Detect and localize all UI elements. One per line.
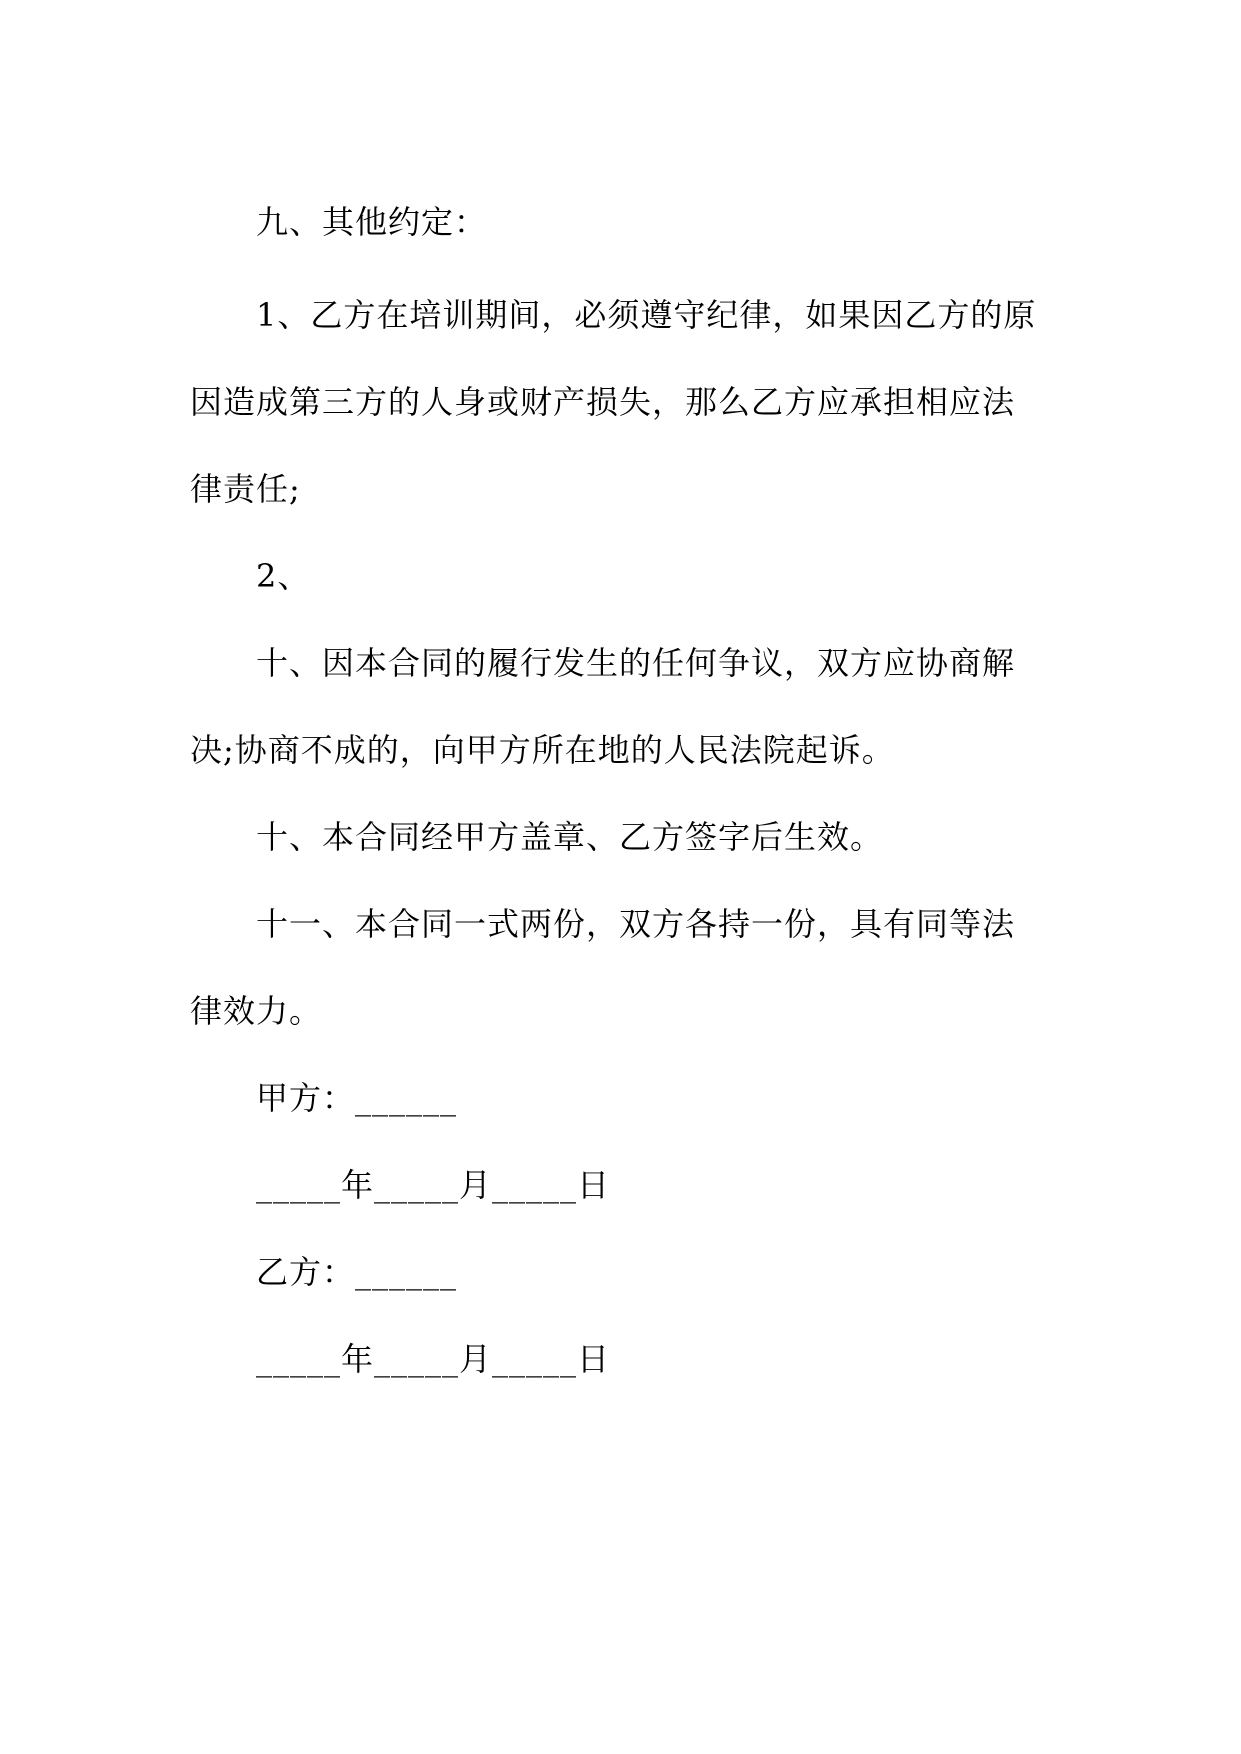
- text-line: 决;协商不成的，向甲方所在地的人民法院起诉。: [190, 730, 895, 769]
- party-b-date-line: _____年_____月_____日: [256, 1339, 611, 1378]
- paragraph-clause-2: [190, 533, 1040, 620]
- paragraph-dispute-resolution: [190, 620, 1040, 794]
- date-party-a: [190, 1142, 1040, 1229]
- text-line: 1、乙方在培训期间，必须遵守纪律，如果因乙方的原: [256, 295, 1037, 334]
- date-party-b: [190, 1316, 1040, 1403]
- text-line: 因造成第三方的人身或财产损失，那么乙方应承担相应法: [190, 382, 1016, 421]
- signature-party-b: [190, 1229, 1040, 1316]
- text-line: 十、因本合同的履行发生的任何争议，双方应协商解: [256, 643, 1016, 682]
- text-line: 律责任;: [190, 469, 301, 508]
- document-body: [190, 174, 1040, 1403]
- signature-party-a: [190, 1055, 1040, 1142]
- paragraph-clause-1: [190, 272, 1040, 533]
- text-line: 十一、本合同一式两份，双方各持一份，具有同等法: [256, 904, 1016, 943]
- text-line: 十、本合同经甲方盖章、乙方签字后生效。: [256, 817, 884, 856]
- text-line: 律效力。: [190, 991, 323, 1030]
- paragraph-other-agreements-heading: [190, 174, 1040, 272]
- text-line: 2、: [256, 556, 311, 595]
- paragraph-copies-clause: [190, 881, 1040, 1055]
- party-a-date-line: _____年_____月_____日: [256, 1165, 611, 1204]
- paragraph-effective-clause: [190, 794, 1040, 881]
- party-a-signature-line: 甲方：______: [256, 1078, 458, 1117]
- text-line: 九、其他约定：: [256, 203, 488, 241]
- party-b-signature-line: 乙方：______: [256, 1252, 458, 1291]
